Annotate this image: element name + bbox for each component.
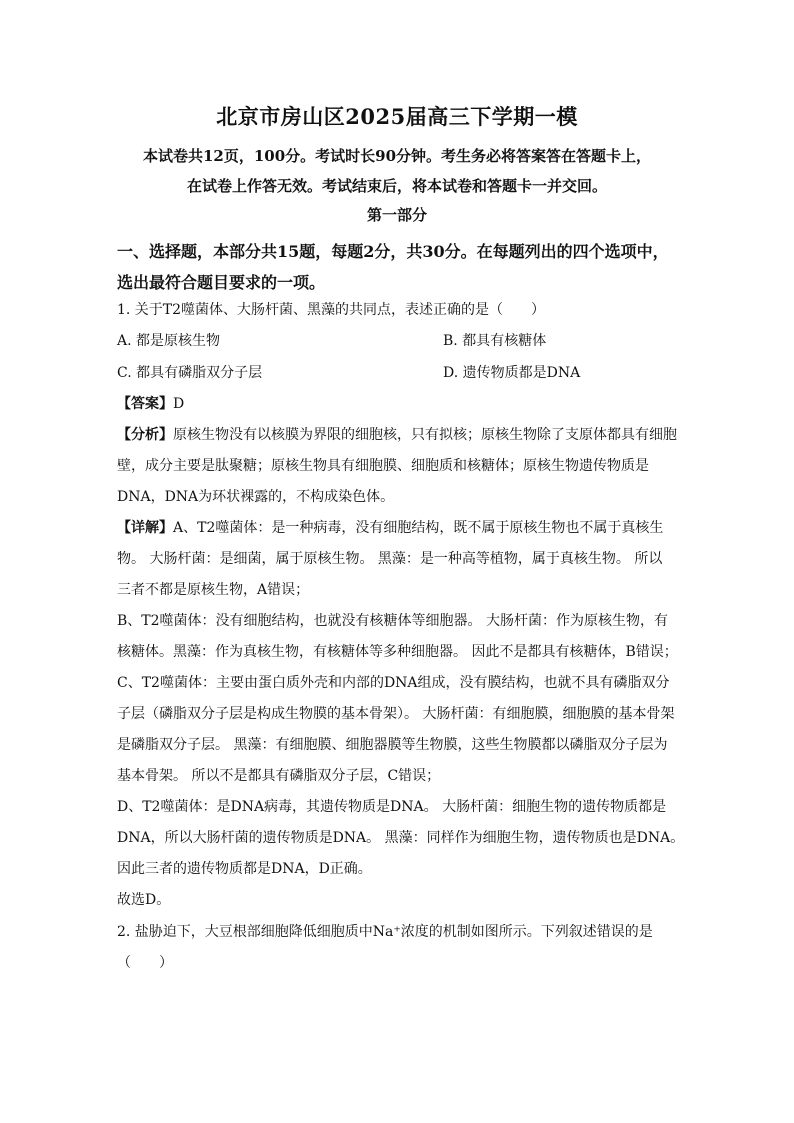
part-heading: 第一部分 [366,206,427,224]
detail-line-9: 基本骨架。 所以不是都具有磷脂双分子层，C错误； [117,768,441,784]
analysis-line-2: 壁，成分主要是肽聚糖；原核生物具有细胞膜、细胞质和核糖体；原核生物遗传物质是 [117,458,649,474]
section-heading: 一、选择题，本部分共15题，每题2分，共30分。在每题列出的四个选项中，选出最符合题目要求的一项。 [117,242,669,292]
analysis-line-3: DNA，DNA为环状裸露的，不构成染色体。 [117,489,395,505]
question-2-stem-continued: （ ） [117,955,173,971]
analysis-line-1 [117,425,687,445]
answer-line [117,394,687,414]
detail-line-3: 三者不都是原核生物，A错误； [117,582,310,598]
question-2-stem: 2. 盐胁迫下，大豆根部细胞降低细胞质中Na⁺浓度的机制如图所示。下列叙述错误的是 [117,924,653,940]
detail-line-6: C、T2噬菌体：主要由蛋白质外壳和内部的DNA组成，没有膜结构，也就不具有磷脂双分 [117,675,670,691]
conclusion-line: 故选D。 [117,892,171,908]
option-d: D. 遗传物质都是DNA [443,365,581,381]
answer-tag: 【答案】 [117,396,173,412]
detail-line-5: 核糖体。黑藻：作为真核生物，有核糖体等多种细胞器。 因此不是都具有核糖体，B错误； [117,644,678,660]
option-c: C. 都具有磷脂双分子层 [117,365,263,381]
detail-line-1 [117,518,687,538]
analysis-tag: 【分析】 [117,427,173,443]
option-a: A. 都是原核生物 [117,333,221,349]
document-title: 北京市房山区2025届高三下学期一模 [216,104,578,129]
detail-line-8: 是磷脂双分子层。 黑藻：有细胞膜、细胞器膜等生物膜，这些生物膜都以磷脂双分子层为 [117,737,668,753]
detail-line-10: D、T2噬菌体：是DNA病毒，其遗传物质是DNA。 大肠杆菌：细胞生物的遗传物质都是 [117,799,667,815]
notice-line-1: 本试卷共12页，100分。考试时长90分钟。考生务必将答案答在答题卡上， [142,147,652,165]
detail-tag: 【详解】 [117,520,173,536]
answer-value: D [173,396,185,412]
question-1-stem: 1. 关于T2噬菌体、大肠杆菌、黑藻的共同点，表述正确的是（ ） [117,302,546,318]
detail-line-4: B、T2噬菌体：没有细胞结构，也就没有核糖体等细胞器。 大肠杆菌：作为原核生物，有 [117,613,668,629]
detail-line-11: DNA，所以大肠杆菌的遗传物质是DNA。 黑藻：同样作为细胞生物，遗传物质也是DNA。 [117,830,685,846]
detail-line-12: 因此三者的遗传物质都是DNA，D正确。 [117,861,372,877]
detail-text: A、T2噬菌体：是一种病毒，没有细胞结构，既不属于原核生物也不属于真核生 [173,520,664,536]
notice-line-2: 在试卷上作答无效。考试结束后，将本试卷和答题卡一并交回。 [186,177,607,195]
option-b: B. 都具有核糖体 [443,333,547,349]
detail-line-2: 物。 大肠杆菌：是细菌，属于原核生物。 黑藻：是一种高等植物，属于真核生物。 所以 [117,551,663,567]
analysis-text: 原核生物没有以核膜为界限的细胞核，只有拟核；原核生物除了支原体都具有细胞 [173,427,677,443]
detail-line-7: 子层（磷脂双分子层是构成生物膜的基本骨架）。 大肠杆菌：有细胞膜，细胞膜的基本骨架 [117,706,675,722]
